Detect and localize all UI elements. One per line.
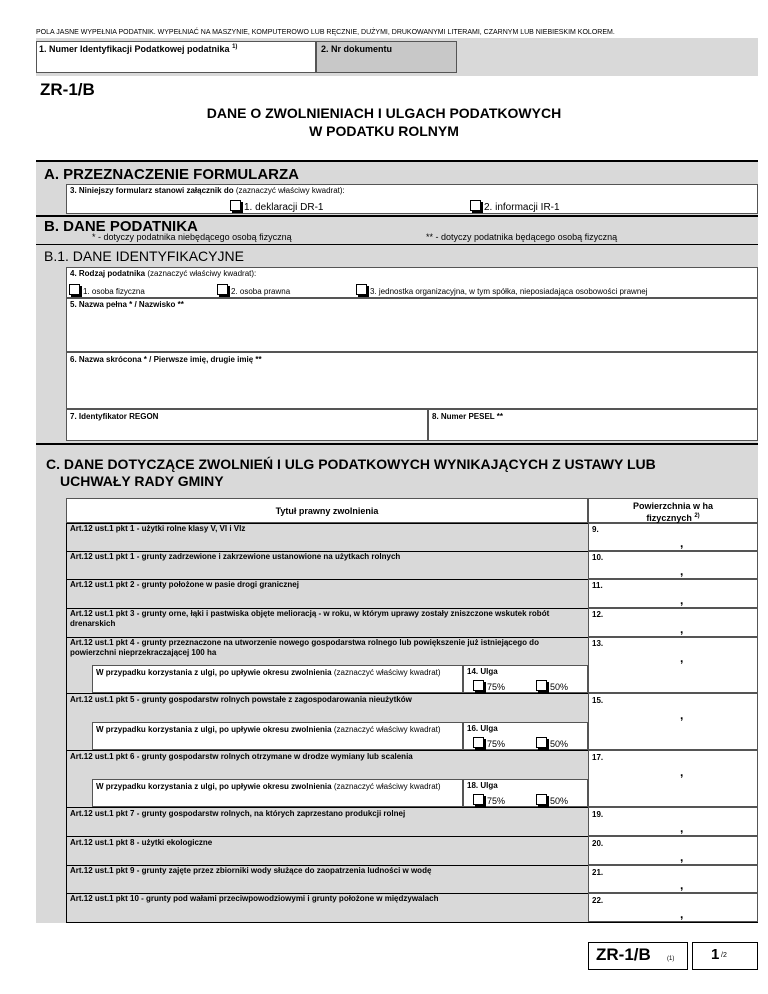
field-21[interactable]: 21. , [588,865,758,893]
filling-notice: POLA JASNE WYPEŁNIA PODATNIK. WYPEŁNIAĆ NA MASZYNIE, KOMPUTEROWO LUB RĘCZNIE, DUŻYMI, DRUKOWANYMI LITERAMI, CZARNYM LUB NIEBIESKIM KOLOREM. [36,29,615,36]
row-label-21: Art.12 ust.1 pkt 9 - grunty zajęte przez zbiorniki wody służące do zaopatrzenia ludności w wodę [70,866,432,875]
relief-16-field: 16. Ulga 75% 50% [463,722,588,750]
relief-18-field: 18. Ulga 75% 50% [463,779,588,807]
relief-14-text: W przypadku korzystania z ulgi, po upływie okresu zwolnienia (zaznaczyć właściwy kwadrat) [92,665,463,693]
option-ir1[interactable]: 2. informacji IR-1 [470,200,560,213]
row-label-12: Art.12 ust.1 pkt 3 - grunty orne, łąki i pastwiska objęte melioracją - w roku, w którym uprawy zostały zniszczone wskutek robót drenarskich [70,609,550,628]
note-nonphysical: * - dotyczy podatnika niebędącego osobą fizyczną [92,232,292,242]
full-name-field[interactable] [66,298,758,352]
field-19[interactable]: 19. , [588,807,758,836]
field-4-box: 4. Rodzaj podatnika (zaznaczyć właściwy kwadrat): 1. osoba fizyczna 2. osoba prawna 3. jednostka organizacyjna, w tym spółka, nieposiadająca osobowości prawnej [66,267,758,298]
section-b-title: B. DANE PODATNIKA [44,218,198,235]
form-title: DANE O ZWOLNIENIACH I ULGACH PODATKOWYCH W PODATKU ROLNYM [206,105,562,139]
note-physical: ** - dotyczy podatnika będącego osobą fizyczną [426,232,618,242]
field-20[interactable]: 20. , [588,836,758,865]
checkbox-dr1[interactable] [230,200,241,211]
type-physical[interactable]: 1. osoba fizyczna [69,284,145,296]
row-label-19: Art.12 ust.1 pkt 7 - grunty gospodarstw rolnych, na których zaprzestano produkcji rolnej [70,809,406,818]
row-label-15: Art.12 ust.1 pkt 5 - grunty gospodarstw rolnych powstałe z zagospodarowania nieużytków [70,695,412,704]
field-13[interactable]: 13. , [588,637,758,693]
field-11[interactable]: 11. , [588,579,758,608]
footer-form-code: ZR-1/B (1) [588,942,688,970]
pesel-label: 8. Numer PESEL ** [432,412,503,421]
field-22[interactable]: 22. , [588,893,758,922]
regon-field[interactable] [66,409,428,441]
checkbox-ir1[interactable] [470,200,481,211]
checkbox-relief-16-75[interactable] [473,737,484,748]
row-label-9: Art.12 ust.1 pkt 1 - użytki rolne klasy V, VI i VIz [70,524,246,533]
row-label-13: Art.12 ust.1 pkt 4 - grunty przeznaczone na utworzenie nowego gospodarstwa rolnego lub powiększenie już istniejącego do powierzchni nieprzekraczającej 100 ha [70,638,539,657]
footer-page-number: 1 /2 [692,942,758,970]
type-organization[interactable]: 3. jednostka organizacyjna, w tym spółka, nieposiadająca osobowości prawnej [356,284,648,296]
pesel-field[interactable] [428,409,758,441]
relief-16-text: W przypadku korzystania z ulgi, po upływie okresu zwolnienia (zaznaczyć właściwy kwadrat) [92,722,463,750]
field-12[interactable]: 12. , [588,608,758,637]
relief-18-75[interactable]: 75% [473,794,505,806]
section-a-title: A. PRZEZNACZENIE FORMULARZA [44,166,299,183]
field-10[interactable]: 10. , [588,551,758,579]
field-17[interactable]: 17. , [588,750,758,807]
short-name-label: 6. Nazwa skrócona * / Pierwsze imię, drugie imię ** [70,355,262,364]
form-code: ZR-1/B [40,80,95,99]
document-number-field [316,41,457,73]
table-header-title: Tytuł prawny zwolnienia [66,498,588,523]
checkbox-legal-person[interactable] [217,284,228,295]
relief-14-50[interactable]: 50% [536,680,568,692]
full-name-label: 5. Nazwa pełna * / Nazwisko ** [70,300,184,309]
relief-14-field: 14. Ulga 75% 50% [463,665,588,693]
relief-16-75[interactable]: 75% [473,737,505,749]
relief-14-75[interactable]: 75% [473,680,505,692]
checkbox-relief-14-75[interactable] [473,680,484,691]
table-header-area: Powierzchnia w ha fizycznych $^{2)}$ [588,498,758,523]
checkbox-organization[interactable] [356,284,367,295]
nip-field[interactable] [36,41,316,73]
relief-18-text: W przypadku korzystania z ulgi, po upływie okresu zwolnienia (zaznaczyć właściwy kwadrat) [92,779,463,807]
row-label-11: Art.12 ust.1 pkt 2 - grunty położone w pasie drogi granicznej [70,580,299,589]
short-name-field[interactable] [66,352,758,409]
checkbox-relief-16-50[interactable] [536,737,547,748]
relief-16-50[interactable]: 50% [536,737,568,749]
field-9[interactable]: 9. , [588,523,758,551]
row-label-17: Art.12 ust.1 pkt 6 - grunty gospodarstw rolnych otrzymane w drodze wymiany lub scalenia [70,752,413,761]
section-b1-title: B.1. DANE IDENTYFIKACYJNE [44,248,244,264]
option-dr1[interactable]: 1. deklaracji DR-1 [230,200,323,213]
row-label-22: Art.12 ust.1 pkt 10 - grunty pod wałami przeciwpowodziowymi i grunty położone w międzywalach [70,894,439,903]
checkbox-relief-18-75[interactable] [473,794,484,805]
row-label-10: Art.12 ust.1 pkt 1 - grunty zadrzewione i zakrzewione ustanowione na użytkach rolnych [70,552,401,561]
field-3-box: 3. Niniejszy formularz stanowi załącznik do (zaznaczyć właściwy kwadrat): 1. deklaracji DR-1 2. informacji IR-1 [66,184,758,214]
relief-18-50[interactable]: 50% [536,794,568,806]
field-15[interactable]: 15. , [588,693,758,750]
section-c-title: C. DANE DOTYCZĄCE ZWOLNIEŃ I ULG PODATKOWYCH WYNIKAJĄCYCH Z USTAWY LUB UCHWAŁY RADY GMINY [46,456,656,489]
checkbox-relief-18-50[interactable] [536,794,547,805]
document-number-label: 2. Nr dokumentu [321,44,393,54]
checkbox-physical-person[interactable] [69,284,80,295]
regon-label: 7. Identyfikator REGON [70,412,159,421]
type-legal[interactable]: 2. osoba prawna [217,284,290,296]
row-label-20: Art.12 ust.1 pkt 8 - użytki ekologiczne [70,838,213,847]
nip-label: 1. Numer Identyfikacji Podatkowej podatnika $^{1)}$ [39,44,238,54]
checkbox-relief-14-50[interactable] [536,680,547,691]
